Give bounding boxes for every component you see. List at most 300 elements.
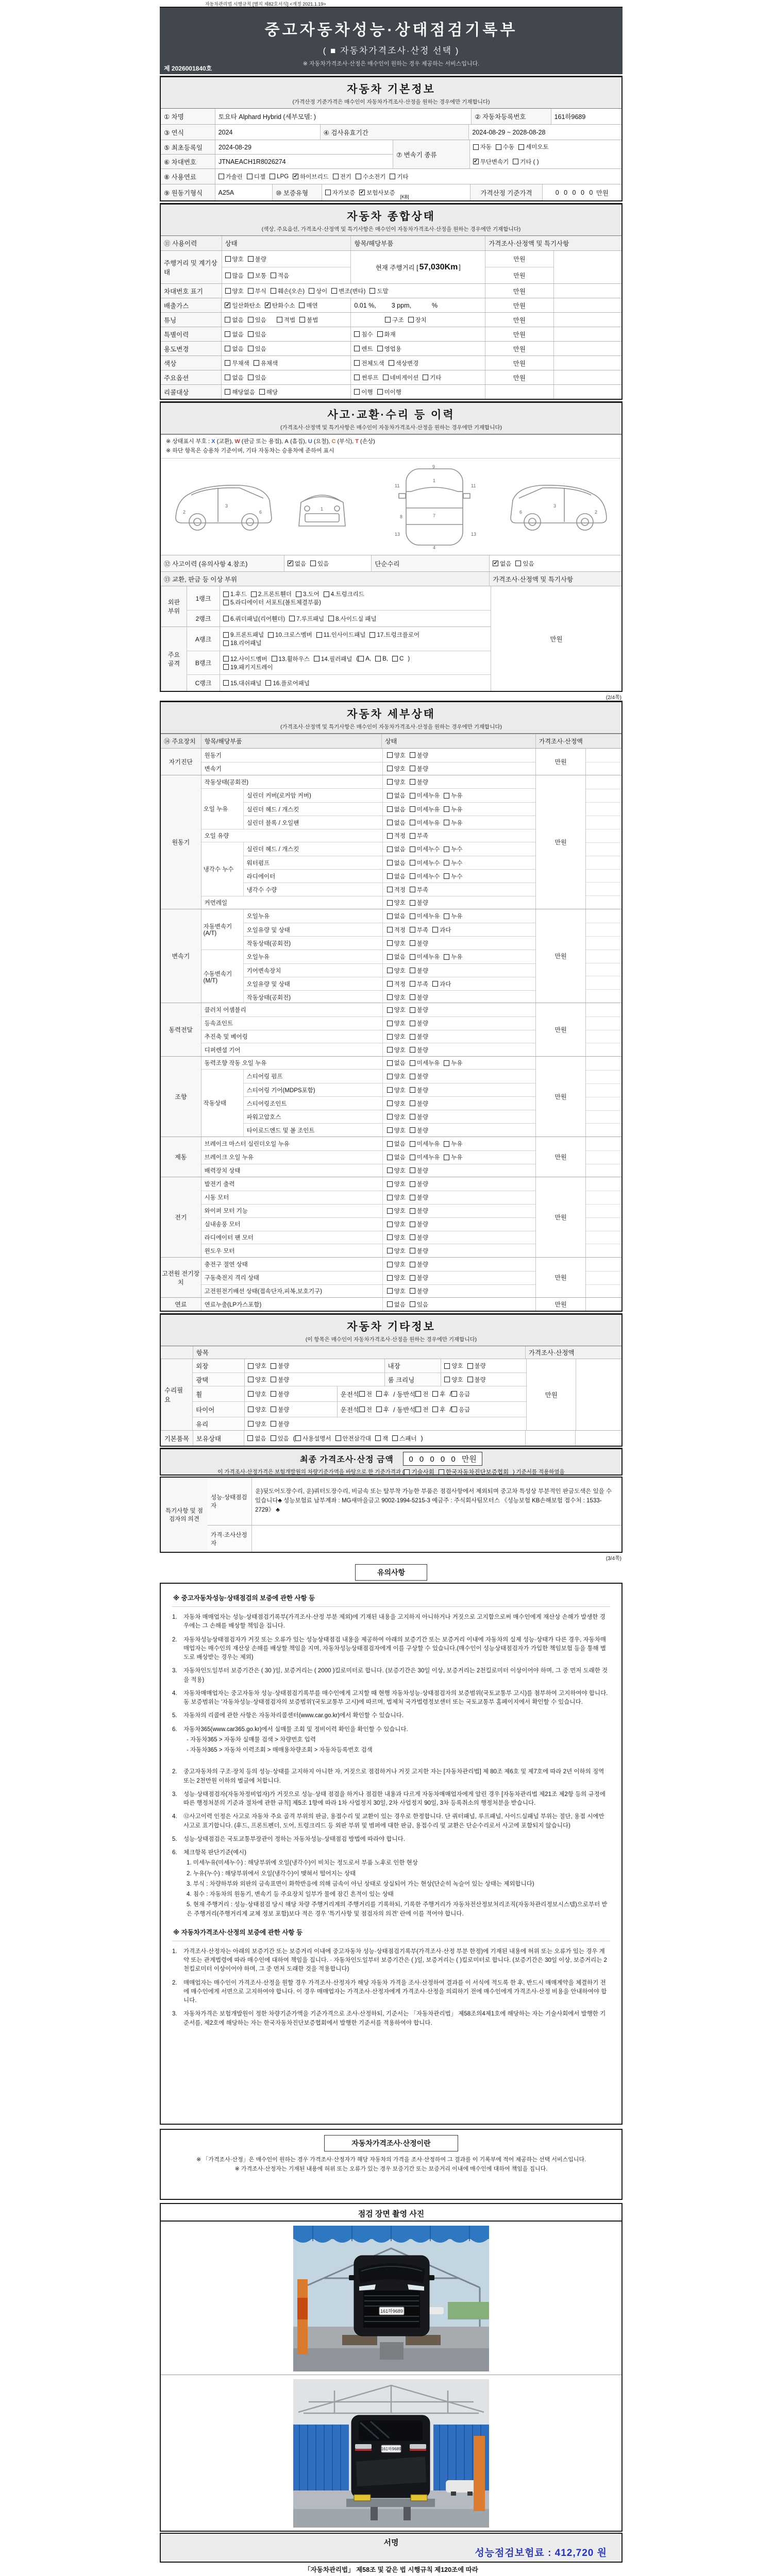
unchecked-checkbox-icon[interactable] xyxy=(410,1007,415,1013)
checkbox-기술사회[interactable]: 기술사회 xyxy=(404,1468,434,1476)
unchecked-checkbox-icon[interactable] xyxy=(444,793,449,799)
checkbox-부족[interactable]: 부족 xyxy=(410,886,428,894)
checkbox-불량[interactable]: 불량 xyxy=(410,778,428,786)
unchecked-checkbox-icon[interactable] xyxy=(331,288,337,294)
checkbox-무단변속기[interactable]: ✔ 무단변속기 xyxy=(474,159,509,165)
unchecked-checkbox-icon[interactable] xyxy=(410,752,415,758)
checked-checkbox-icon[interactable]: ✔ xyxy=(288,561,293,567)
unchecked-checkbox-icon[interactable] xyxy=(444,913,449,919)
unchecked-checkbox-icon[interactable] xyxy=(387,968,393,973)
checkbox-후[interactable]: 후 xyxy=(376,1405,389,1414)
checkbox-유채색[interactable]: 유채색 xyxy=(254,359,278,367)
unchecked-checkbox-icon[interactable] xyxy=(410,820,415,825)
checkbox-상이[interactable]: 상이 xyxy=(309,287,327,295)
unchecked-checkbox-icon[interactable] xyxy=(410,927,415,933)
unchecked-checkbox-icon[interactable] xyxy=(473,144,479,150)
unchecked-checkbox-icon[interactable] xyxy=(444,820,449,825)
unchecked-checkbox-icon[interactable] xyxy=(248,375,254,380)
checkbox-없음[interactable]: 없음 xyxy=(387,1140,406,1148)
checkbox-없음[interactable]: 없음 xyxy=(387,1059,406,1067)
unchecked-checkbox-icon[interactable] xyxy=(310,561,316,566)
unchecked-checkbox-icon[interactable] xyxy=(259,389,265,395)
checkbox-13휠하우스[interactable]: 13.휠하우스 xyxy=(272,655,310,663)
unchecked-checkbox-icon[interactable] xyxy=(410,779,415,785)
checkbox-양호[interactable]: 양호 xyxy=(387,1166,406,1175)
unchecked-checkbox-icon[interactable] xyxy=(410,1181,415,1187)
unchecked-checkbox-icon[interactable] xyxy=(410,1114,415,1120)
unchecked-checkbox-icon[interactable] xyxy=(248,1377,254,1382)
checkbox-없음[interactable]: 없음 xyxy=(387,872,406,880)
unchecked-checkbox-icon[interactable] xyxy=(248,256,254,262)
checkbox-불량[interactable]: 불량 xyxy=(410,1113,428,1121)
checkbox-양호[interactable]: 양호 xyxy=(387,1126,406,1134)
checkbox-불량[interactable]: 불량 xyxy=(410,1207,428,1215)
unchecked-checkbox-icon[interactable] xyxy=(223,640,229,646)
checkbox-양호[interactable]: 양호 xyxy=(387,1113,406,1121)
unchecked-checkbox-icon[interactable] xyxy=(387,793,393,799)
checkbox-없음[interactable]: 없음 xyxy=(225,330,243,338)
checkbox-미세누유[interactable]: 미세누유 xyxy=(410,1153,440,1161)
checkbox-양호[interactable]: 양호 xyxy=(387,1287,406,1295)
checkbox-미세누유[interactable]: 미세누유 xyxy=(410,912,440,920)
checked-checkbox-icon[interactable]: ✔ xyxy=(225,302,230,308)
unchecked-checkbox-icon[interactable] xyxy=(410,968,415,973)
checkbox-불량[interactable]: 불량 xyxy=(410,1099,428,1108)
checkbox-디젤[interactable]: 디젤 xyxy=(247,173,265,181)
unchecked-checkbox-icon[interactable] xyxy=(248,346,254,351)
checkbox-불량[interactable]: 불량 xyxy=(410,1247,428,1255)
checkbox-양호[interactable]: 양호 xyxy=(387,1260,406,1268)
unchecked-checkbox-icon[interactable] xyxy=(515,561,521,566)
unchecked-checkbox-icon[interactable] xyxy=(415,1406,421,1412)
unchecked-checkbox-icon[interactable] xyxy=(272,656,277,662)
checkbox-세미오토[interactable]: 세미오토 xyxy=(518,143,548,151)
checkbox-도말[interactable]: 도말 xyxy=(369,287,388,295)
checkbox-18리어패널[interactable]: 18.리어패널 xyxy=(223,639,261,647)
unchecked-checkbox-icon[interactable] xyxy=(223,632,229,638)
checked-checkbox-icon[interactable]: ✔ xyxy=(265,302,270,308)
checkbox-누유[interactable]: 누유 xyxy=(444,1153,462,1161)
checkbox-많음[interactable]: 많음 xyxy=(225,272,244,280)
checkbox-후[interactable]: 후 xyxy=(432,1390,445,1398)
checkbox-전[interactable]: 전 xyxy=(415,1405,428,1414)
unchecked-checkbox-icon[interactable] xyxy=(387,1127,393,1133)
checkbox-한국자동차진단보증협회[interactable]: 한국자동차진단보증협회 xyxy=(439,1468,509,1476)
checkbox-양호[interactable]: 양호 xyxy=(248,1420,266,1428)
checkbox-양호[interactable]: 양호 xyxy=(248,1376,266,1384)
unchecked-checkbox-icon[interactable] xyxy=(444,1377,450,1382)
checkbox-보통[interactable]: 보통 xyxy=(248,272,266,280)
checkbox-불량[interactable]: 불량 xyxy=(410,939,428,947)
unchecked-checkbox-icon[interactable] xyxy=(299,302,305,308)
checkbox-누수[interactable]: 누수 xyxy=(444,845,462,853)
unchecked-checkbox-icon[interactable] xyxy=(375,656,381,662)
unchecked-checkbox-icon[interactable] xyxy=(223,600,229,605)
unchecked-checkbox-icon[interactable] xyxy=(219,174,224,179)
unchecked-checkbox-icon[interactable] xyxy=(387,779,393,785)
unchecked-checkbox-icon[interactable] xyxy=(390,174,395,179)
unchecked-checkbox-icon[interactable] xyxy=(410,913,415,919)
unchecked-checkbox-icon[interactable] xyxy=(254,360,259,366)
unchecked-checkbox-icon[interactable] xyxy=(410,846,415,852)
checkbox-없음[interactable]: 없음 xyxy=(225,345,243,353)
checkbox-양호[interactable]: 양호 xyxy=(387,1046,406,1054)
unchecked-checkbox-icon[interactable] xyxy=(354,331,360,337)
unchecked-checkbox-icon[interactable] xyxy=(387,994,393,1000)
unchecked-checkbox-icon[interactable] xyxy=(387,1141,393,1147)
unchecked-checkbox-icon[interactable] xyxy=(369,632,375,638)
unchecked-checkbox-icon[interactable] xyxy=(387,1301,393,1307)
unchecked-checkbox-icon[interactable] xyxy=(408,317,414,323)
unchecked-checkbox-icon[interactable] xyxy=(387,954,393,960)
unchecked-checkbox-icon[interactable] xyxy=(392,1435,398,1441)
unchecked-checkbox-icon[interactable] xyxy=(439,1469,444,1475)
checkbox-기타[interactable]: 기타 ( ) xyxy=(513,158,539,166)
checkbox-17트렁크플로어[interactable]: 17.트렁크플로어 xyxy=(369,631,419,639)
unchecked-checkbox-icon[interactable] xyxy=(444,1155,449,1160)
checkbox-양호[interactable]: 양호 xyxy=(387,967,406,975)
checkbox-없음[interactable]: 없음 xyxy=(387,953,406,961)
unchecked-checkbox-icon[interactable] xyxy=(410,1167,415,1173)
unchecked-checkbox-icon[interactable] xyxy=(444,1363,450,1369)
checkbox-없음[interactable]: 없음 xyxy=(387,912,406,920)
checkbox-불량[interactable]: 불량 xyxy=(410,765,428,773)
unchecked-checkbox-icon[interactable] xyxy=(376,1391,382,1397)
unchecked-checkbox-icon[interactable] xyxy=(225,331,230,337)
unchecked-checkbox-icon[interactable] xyxy=(387,1262,393,1267)
checkbox-일산화탄소[interactable]: ✔ 일산화탄소 xyxy=(225,302,261,309)
unchecked-checkbox-icon[interactable] xyxy=(467,1363,473,1369)
checkbox-전기[interactable]: 전기 xyxy=(333,173,351,181)
checkbox-부족[interactable]: 부족 xyxy=(410,926,428,934)
checkbox-해당[interactable]: 해당 xyxy=(259,388,278,396)
unchecked-checkbox-icon[interactable] xyxy=(410,1047,415,1053)
unchecked-checkbox-icon[interactable] xyxy=(410,806,415,812)
checkbox-양호[interactable]: 양호 xyxy=(444,1362,463,1370)
unchecked-checkbox-icon[interactable] xyxy=(223,616,229,621)
checkbox-매연[interactable]: 매연 xyxy=(299,301,317,310)
unchecked-checkbox-icon[interactable] xyxy=(410,1195,415,1200)
unchecked-checkbox-icon[interactable] xyxy=(325,190,331,195)
checkbox-사용설명서[interactable]: 사용설명서 xyxy=(295,1434,331,1443)
checkbox-B[interactable]: B, xyxy=(375,656,388,662)
unchecked-checkbox-icon[interactable] xyxy=(444,806,449,812)
unchecked-checkbox-icon[interactable] xyxy=(387,1074,393,1079)
checkbox-양호[interactable]: 양호 xyxy=(387,939,406,947)
unchecked-checkbox-icon[interactable] xyxy=(387,860,393,866)
unchecked-checkbox-icon[interactable] xyxy=(387,1167,393,1173)
unchecked-checkbox-icon[interactable] xyxy=(387,1234,393,1240)
checkbox-없음[interactable]: ✔ 없음 xyxy=(493,561,512,567)
checkbox-양호[interactable]: 양호 xyxy=(387,751,406,759)
unchecked-checkbox-icon[interactable] xyxy=(513,159,518,164)
checkbox-누유[interactable]: 누유 xyxy=(444,953,462,961)
checkbox-전[interactable]: 전 xyxy=(359,1390,372,1398)
checked-checkbox-icon[interactable]: ✔ xyxy=(493,561,498,567)
unchecked-checkbox-icon[interactable] xyxy=(387,1155,393,1160)
checkbox-미세누유[interactable]: 미세누유 xyxy=(410,819,440,827)
unchecked-checkbox-icon[interactable] xyxy=(444,873,449,879)
unchecked-checkbox-icon[interactable] xyxy=(271,1435,276,1441)
checkbox-안전삼각대[interactable]: 안전삼각대 xyxy=(335,1434,372,1443)
unchecked-checkbox-icon[interactable] xyxy=(432,981,438,987)
checkbox-미세누유[interactable]: 미세누유 xyxy=(410,953,440,961)
unchecked-checkbox-icon[interactable] xyxy=(410,1222,415,1227)
checkbox-양호[interactable]: 양호 xyxy=(387,899,406,907)
unchecked-checkbox-icon[interactable] xyxy=(271,273,276,278)
checkbox-미세누수[interactable]: 미세누수 xyxy=(410,859,440,867)
checkbox-양호[interactable]: 양호 xyxy=(387,1086,406,1094)
unchecked-checkbox-icon[interactable] xyxy=(467,1377,473,1382)
checkbox-11인사이드패널[interactable]: 11.인사이드패널 xyxy=(316,631,366,639)
unchecked-checkbox-icon[interactable] xyxy=(451,1406,457,1412)
unchecked-checkbox-icon[interactable] xyxy=(335,1435,341,1441)
checkbox-양호[interactable]: 양호 xyxy=(387,1180,406,1188)
checkbox-불량[interactable]: 불량 xyxy=(410,751,428,759)
unchecked-checkbox-icon[interactable] xyxy=(309,288,314,294)
checkbox-기타[interactable]: 기타 xyxy=(423,374,441,382)
checkbox-없음[interactable]: ✔ 없음 xyxy=(288,561,307,567)
checkbox-양호[interactable]: 양호 xyxy=(387,1247,406,1255)
unchecked-checkbox-icon[interactable] xyxy=(387,846,393,852)
unchecked-checkbox-icon[interactable] xyxy=(410,833,415,839)
unchecked-checkbox-icon[interactable] xyxy=(295,1435,301,1441)
checkbox-응급[interactable]: 응급 xyxy=(451,1390,470,1398)
checkbox-렌트[interactable]: 렌트 xyxy=(354,345,373,353)
checkbox-후[interactable]: 후 xyxy=(432,1405,445,1414)
checkbox-잭[interactable]: 잭 xyxy=(375,1434,388,1443)
unchecked-checkbox-icon[interactable] xyxy=(369,288,375,294)
unchecked-checkbox-icon[interactable] xyxy=(248,331,254,337)
checkbox-없음[interactable]: 없음 xyxy=(387,859,406,867)
unchecked-checkbox-icon[interactable] xyxy=(354,360,360,366)
unchecked-checkbox-icon[interactable] xyxy=(410,940,415,946)
unchecked-checkbox-icon[interactable] xyxy=(444,846,449,852)
unchecked-checkbox-icon[interactable] xyxy=(387,927,393,933)
unchecked-checkbox-icon[interactable] xyxy=(359,1391,365,1397)
checkbox-하이브리드[interactable]: ✔ 하이브리드 xyxy=(293,174,329,180)
unchecked-checkbox-icon[interactable] xyxy=(289,616,295,621)
checkbox-누유[interactable]: 누유 xyxy=(444,1059,462,1067)
unchecked-checkbox-icon[interactable] xyxy=(271,1421,276,1427)
unchecked-checkbox-icon[interactable] xyxy=(270,174,275,179)
checkbox-있음[interactable]: 있음 xyxy=(248,316,266,324)
unchecked-checkbox-icon[interactable] xyxy=(432,1391,438,1397)
checkbox-양호[interactable]: 양호 xyxy=(387,1072,406,1080)
checkbox-가솔린[interactable]: 가솔린 xyxy=(219,173,243,181)
checkbox-부식[interactable]: 부식 xyxy=(248,287,266,295)
checkbox-탄화수소[interactable]: ✔ 탄화수소 xyxy=(265,302,295,309)
unchecked-checkbox-icon[interactable] xyxy=(387,1195,393,1200)
checkbox-불량[interactable]: 불량 xyxy=(410,1032,428,1041)
checkbox-미세누유[interactable]: 미세누유 xyxy=(410,791,440,800)
unchecked-checkbox-icon[interactable] xyxy=(432,1406,438,1412)
checkbox-불량[interactable]: 불량 xyxy=(271,1376,289,1384)
checkbox-적법[interactable]: 적법 xyxy=(277,316,295,324)
unchecked-checkbox-icon[interactable] xyxy=(248,1421,254,1427)
unchecked-checkbox-icon[interactable] xyxy=(223,664,229,670)
checkbox-15대쉬패널[interactable]: 15.대쉬패널 xyxy=(223,679,261,687)
checkbox-6쿼더패널리어휀더[interactable]: 6.쿼더패널(리어휀더) xyxy=(223,615,285,623)
checkbox-미세누유[interactable]: 미세누유 xyxy=(410,1059,440,1067)
unchecked-checkbox-icon[interactable] xyxy=(251,591,257,597)
unchecked-checkbox-icon[interactable] xyxy=(410,1141,415,1147)
checkbox-자가보증[interactable]: 자가보증 xyxy=(325,189,355,197)
checkbox-양호[interactable]: 양호 xyxy=(387,778,406,786)
unchecked-checkbox-icon[interactable] xyxy=(387,1100,393,1106)
unchecked-checkbox-icon[interactable] xyxy=(387,1181,393,1187)
unchecked-checkbox-icon[interactable] xyxy=(225,317,230,323)
checkbox-없음[interactable]: 없음 xyxy=(247,1434,266,1443)
unchecked-checkbox-icon[interactable] xyxy=(268,632,274,638)
unchecked-checkbox-icon[interactable] xyxy=(387,1288,393,1294)
unchecked-checkbox-icon[interactable] xyxy=(410,1074,415,1079)
unchecked-checkbox-icon[interactable] xyxy=(354,375,360,380)
checkbox-불량[interactable]: 불량 xyxy=(410,1274,428,1282)
unchecked-checkbox-icon[interactable] xyxy=(387,766,393,771)
unchecked-checkbox-icon[interactable] xyxy=(225,273,231,278)
checkbox-썬루프[interactable]: 썬루프 xyxy=(354,374,378,382)
checkbox-색상변경[interactable]: 색상변경 xyxy=(389,359,418,367)
checkbox-불량[interactable]: 불량 xyxy=(271,1420,289,1428)
checkbox-적음[interactable]: 적음 xyxy=(271,272,289,280)
unchecked-checkbox-icon[interactable] xyxy=(223,591,229,597)
unchecked-checkbox-icon[interactable] xyxy=(387,1248,393,1253)
checkbox-양호[interactable]: 양호 xyxy=(248,1390,266,1398)
unchecked-checkbox-icon[interactable] xyxy=(423,375,428,380)
checkbox-누유[interactable]: 누유 xyxy=(444,791,462,800)
unchecked-checkbox-icon[interactable] xyxy=(316,632,322,638)
unchecked-checkbox-icon[interactable] xyxy=(358,656,364,662)
unchecked-checkbox-icon[interactable] xyxy=(387,1114,393,1120)
unchecked-checkbox-icon[interactable] xyxy=(387,887,393,892)
unchecked-checkbox-icon[interactable] xyxy=(387,913,393,919)
checkbox-7루프패널[interactable]: 7.루프패널 xyxy=(289,615,324,623)
unchecked-checkbox-icon[interactable] xyxy=(387,820,393,825)
unchecked-checkbox-icon[interactable] xyxy=(410,1288,415,1294)
unchecked-checkbox-icon[interactable] xyxy=(223,680,229,686)
checkbox-양호[interactable]: 양호 xyxy=(387,765,406,773)
checkbox-해당없음[interactable]: 해당없음 xyxy=(225,388,255,396)
checkbox-미세누수[interactable]: 미세누수 xyxy=(410,872,440,880)
unchecked-checkbox-icon[interactable] xyxy=(376,1406,382,1412)
unchecked-checkbox-icon[interactable] xyxy=(410,1034,415,1040)
checkbox-양호[interactable]: 양호 xyxy=(387,1207,406,1215)
checkbox-불량[interactable]: 불량 xyxy=(467,1362,486,1370)
checkbox-양호[interactable]: 양호 xyxy=(444,1376,463,1384)
checkbox-누수[interactable]: 누수 xyxy=(444,859,462,867)
unchecked-checkbox-icon[interactable] xyxy=(432,927,438,933)
checkbox-네비게이션[interactable]: 네비게이션 xyxy=(383,374,419,382)
checkbox-12사이드멤버[interactable]: 12.사이드멤버 xyxy=(223,655,267,663)
checkbox-화재[interactable]: 화재 xyxy=(377,330,396,338)
checkbox-누유[interactable]: 누유 xyxy=(444,819,462,827)
checkbox-누유[interactable]: 누유 xyxy=(444,912,462,920)
unchecked-checkbox-icon[interactable] xyxy=(410,1021,415,1026)
checkbox-16플로어패널[interactable]: 16.플로어패널 xyxy=(265,679,310,687)
unchecked-checkbox-icon[interactable] xyxy=(354,389,360,395)
checkbox-변조변타[interactable]: 변조(변타) xyxy=(331,287,365,295)
unchecked-checkbox-icon[interactable] xyxy=(387,806,393,812)
checkbox-LPG[interactable]: LPG xyxy=(270,174,289,180)
unchecked-checkbox-icon[interactable] xyxy=(225,256,231,262)
unchecked-checkbox-icon[interactable] xyxy=(410,1208,415,1214)
unchecked-checkbox-icon[interactable] xyxy=(248,1391,254,1397)
unchecked-checkbox-icon[interactable] xyxy=(271,1406,276,1412)
checkbox-불량[interactable]: 불량 xyxy=(271,1405,289,1414)
unchecked-checkbox-icon[interactable] xyxy=(356,174,361,179)
checkbox-양호[interactable]: 양호 xyxy=(225,255,244,263)
unchecked-checkbox-icon[interactable] xyxy=(387,873,393,879)
unchecked-checkbox-icon[interactable] xyxy=(410,900,415,906)
unchecked-checkbox-icon[interactable] xyxy=(496,144,501,150)
unchecked-checkbox-icon[interactable] xyxy=(387,1047,393,1053)
unchecked-checkbox-icon[interactable] xyxy=(271,1363,276,1369)
checkbox-14필러패널[interactable]: 14.필러패널 xyxy=(314,655,352,663)
checkbox-불량[interactable]: 불량 xyxy=(410,1019,428,1027)
checkbox-전체도색[interactable]: 전체도색 xyxy=(354,359,384,367)
checkbox-응급[interactable]: 응급 xyxy=(451,1405,470,1414)
checkbox-미세누유[interactable]: 미세누유 xyxy=(410,805,440,814)
unchecked-checkbox-icon[interactable] xyxy=(444,954,449,960)
checkbox-없음[interactable]: 없음 xyxy=(225,316,243,324)
checkbox-A[interactable]: A, xyxy=(358,656,371,662)
unchecked-checkbox-icon[interactable] xyxy=(248,1363,254,1369)
unchecked-checkbox-icon[interactable] xyxy=(248,288,254,294)
checkbox-불량[interactable]: 불량 xyxy=(410,1193,428,1201)
checkbox-불량[interactable]: 불량 xyxy=(410,1126,428,1134)
checkbox-8사이드실패널[interactable]: 8.사이드실 패널 xyxy=(328,615,376,623)
checked-checkbox-icon[interactable]: ✔ xyxy=(474,159,478,165)
unchecked-checkbox-icon[interactable] xyxy=(387,940,393,946)
unchecked-checkbox-icon[interactable] xyxy=(410,1275,415,1281)
unchecked-checkbox-icon[interactable] xyxy=(247,1435,253,1441)
unchecked-checkbox-icon[interactable] xyxy=(359,1406,365,1412)
unchecked-checkbox-icon[interactable] xyxy=(324,591,329,597)
unchecked-checkbox-icon[interactable] xyxy=(387,981,393,987)
unchecked-checkbox-icon[interactable] xyxy=(248,317,254,323)
checkbox-미세누수[interactable]: 미세누수 xyxy=(410,845,440,853)
checkbox-양호[interactable]: 양호 xyxy=(387,1274,406,1282)
checkbox-기타[interactable]: 기타 xyxy=(390,173,408,181)
checkbox-있음[interactable]: 있음 xyxy=(248,330,266,338)
unchecked-checkbox-icon[interactable] xyxy=(518,144,524,150)
checkbox-불량[interactable]: 불량 xyxy=(410,1006,428,1014)
unchecked-checkbox-icon[interactable] xyxy=(410,1262,415,1267)
checkbox-영업용[interactable]: 영업용 xyxy=(377,345,401,353)
unchecked-checkbox-icon[interactable] xyxy=(225,288,231,294)
checkbox-누유[interactable]: 누유 xyxy=(444,805,462,814)
checkbox-양호[interactable]: 양호 xyxy=(248,1405,266,1414)
checkbox-불량[interactable]: 불량 xyxy=(410,1166,428,1175)
unchecked-checkbox-icon[interactable] xyxy=(387,1034,393,1040)
checkbox-있음[interactable]: 있음 xyxy=(271,1434,289,1443)
unchecked-checkbox-icon[interactable] xyxy=(444,860,449,866)
checkbox-불량[interactable]: 불량 xyxy=(467,1376,486,1384)
checkbox-과다[interactable]: 과다 xyxy=(432,926,451,934)
checkbox-1후드[interactable]: 1.후드 xyxy=(223,590,247,598)
unchecked-checkbox-icon[interactable] xyxy=(387,900,393,906)
unchecked-checkbox-icon[interactable] xyxy=(410,954,415,960)
unchecked-checkbox-icon[interactable] xyxy=(410,793,415,799)
unchecked-checkbox-icon[interactable] xyxy=(392,656,398,662)
checkbox-수소전기[interactable]: 수소전기 xyxy=(356,173,385,181)
checkbox-양호[interactable]: 양호 xyxy=(387,1099,406,1108)
checkbox-미세누유[interactable]: 미세누유 xyxy=(410,1140,440,1148)
checkbox-전[interactable]: 전 xyxy=(359,1405,372,1414)
unchecked-checkbox-icon[interactable] xyxy=(410,1087,415,1093)
checkbox-5라디에이터서포트볼트체결부품[interactable]: 5.라디에이터 서포트(볼트체결부품) xyxy=(223,598,321,606)
